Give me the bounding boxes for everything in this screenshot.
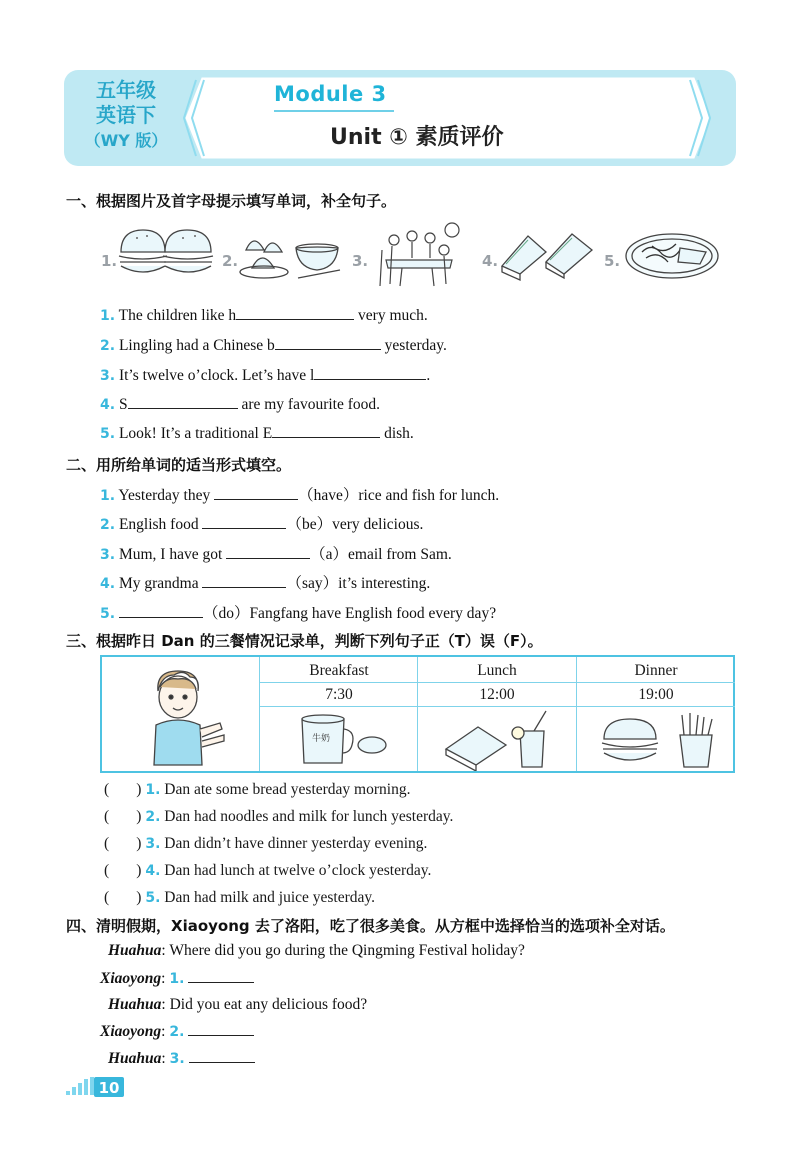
q-number: 5.	[145, 890, 161, 906]
s2-q2	[100, 512, 423, 534]
answer-blank[interactable]	[189, 1049, 255, 1063]
q-number: 3.	[100, 547, 116, 563]
s1-q2	[100, 336, 447, 355]
milk-cup-icon	[292, 711, 392, 769]
q-number: 1.	[145, 782, 161, 798]
s2-q3	[100, 542, 452, 564]
header-banner	[64, 70, 736, 166]
q-number: 5.	[100, 606, 116, 622]
q-text: Mum, I have got	[118, 546, 227, 563]
grade-line-2: 英语下	[96, 103, 156, 127]
dialogue-text: :	[161, 1050, 170, 1067]
q-text: S	[118, 396, 128, 413]
answer-blank[interactable]	[188, 1022, 254, 1036]
section2-title: 二、用所给单词的适当形式填空。	[66, 456, 292, 474]
q-text-after: dish.	[380, 425, 414, 442]
q-number: 4.	[100, 576, 116, 592]
q-text-after: （say）it’s interesting.	[286, 575, 431, 592]
q-text: Lingling had a Chinese b	[118, 337, 275, 354]
answer-blank[interactable]	[188, 969, 254, 983]
table-header-dinner: Dinner	[634, 662, 678, 679]
sandwich-icon	[498, 222, 596, 284]
q-text: Dan had lunch at twelve o’clock yesterday.	[164, 862, 432, 879]
q-text-after: （be）very delicious.	[286, 516, 424, 533]
dialogue-line-4	[100, 1022, 254, 1041]
answer-bracket[interactable]: ( )	[104, 835, 142, 852]
s2-q5	[100, 601, 496, 623]
sandwich-juice-icon	[442, 709, 562, 771]
table-header-breakfast: Breakfast	[309, 662, 369, 679]
section1-title: 一、根据图片及首字母提示填写单词，补全句子。	[66, 192, 397, 210]
noodles-plate-icon	[622, 222, 722, 284]
table-time-dinner: 19:00	[638, 686, 674, 703]
q-number: 3.	[169, 1051, 185, 1067]
section3-title: 三、根据昨日 Dan 的三餐情况记录单，判断下列句子正（T）误（F）。	[66, 632, 543, 650]
q-text-after: （do）Fangfang have English food every day?	[202, 605, 497, 622]
q-number: 2.	[100, 517, 116, 533]
q-number: 2.	[145, 809, 161, 825]
speaker-name: Huahua	[108, 942, 162, 959]
q-number: 1.	[169, 971, 185, 987]
speaker-name: Xiaoyong	[100, 1023, 162, 1040]
dialogue-line-1	[108, 942, 525, 960]
answer-blank[interactable]	[275, 336, 381, 350]
family-dinner-icon	[372, 220, 466, 290]
dialogue-line-3	[108, 996, 367, 1014]
s3-q3	[104, 835, 427, 853]
q-text-after: are my favourite food.	[237, 396, 381, 413]
q-text: Dan had milk and juice yesterday.	[164, 889, 376, 906]
q-text-after: yesterday.	[380, 337, 447, 354]
table-divider	[259, 682, 735, 683]
s3-q1	[104, 781, 410, 799]
q-text-after: （have）rice and fish for lunch.	[298, 487, 500, 504]
boy-icon	[140, 665, 228, 767]
q-number: 4.	[100, 397, 116, 413]
answer-blank[interactable]	[119, 604, 203, 618]
q-number: 3.	[100, 368, 116, 384]
table-time-breakfast: 7:30	[325, 686, 353, 703]
q-text: My grandma	[118, 575, 203, 592]
module-title: Module 3	[274, 82, 387, 106]
q-number: 1.	[100, 488, 116, 504]
answer-blank[interactable]	[236, 306, 354, 320]
q-number: 2.	[100, 338, 116, 354]
table-header-lunch: Lunch	[477, 662, 517, 679]
s2-q4	[100, 571, 430, 593]
answer-blank[interactable]	[214, 486, 298, 500]
picture-label-5: 5.	[604, 252, 621, 270]
answer-bracket[interactable]: ( )	[104, 862, 142, 879]
s1-q4	[100, 395, 380, 414]
q-text-after: very much.	[354, 307, 428, 324]
picture-label-3: 3.	[352, 252, 369, 270]
q-text-after: （a）email from Sam.	[310, 546, 452, 563]
q-text: Look! It’s a traditional E	[118, 425, 273, 442]
answer-blank[interactable]	[226, 545, 310, 559]
s1-q1	[100, 306, 428, 325]
picture-label-2: 2.	[222, 252, 239, 270]
speaker-name: Xiaoyong	[100, 970, 162, 987]
hamburger-icon	[117, 222, 215, 284]
q-text: Dan didn’t have dinner yesterday evening.	[164, 835, 428, 852]
answer-blank[interactable]	[314, 366, 426, 380]
answer-bracket[interactable]: ( )	[104, 889, 142, 906]
answer-blank[interactable]	[202, 515, 286, 529]
s3-q4	[104, 862, 431, 880]
milk-label: 牛奶	[312, 734, 331, 744]
speaker-name: Huahua	[108, 996, 162, 1013]
s1-q3	[100, 366, 430, 385]
picture-label-4: 4.	[482, 252, 499, 270]
meal-record-table	[100, 655, 735, 773]
dialogue-text: : Did you eat any delicious food?	[161, 996, 368, 1013]
answer-blank[interactable]	[272, 424, 380, 438]
answer-blank[interactable]	[128, 395, 238, 409]
s3-q2	[104, 808, 453, 826]
s3-q5	[104, 889, 375, 907]
table-time-lunch: 12:00	[479, 686, 515, 703]
q-number: 2.	[169, 1024, 185, 1040]
q-text: English food	[118, 516, 203, 533]
s2-q1	[100, 483, 499, 505]
q-text: It’s twelve o’clock. Let’s have l	[118, 367, 315, 384]
s1-q5	[100, 424, 414, 443]
answer-bracket[interactable]: ( )	[104, 808, 142, 825]
q-number: 1.	[100, 308, 116, 324]
dialogue-text: :	[161, 970, 170, 987]
q-number: 5.	[100, 426, 116, 442]
dialogue-line-2	[100, 969, 254, 988]
grade-label	[70, 78, 182, 153]
speaker-name: Huahua	[108, 1050, 162, 1067]
dialogue-text: :	[161, 1023, 170, 1040]
q-text-after: .	[426, 367, 431, 384]
grade-line-1: 五年级	[96, 78, 156, 102]
dialogue-text: : Where did you go during the Qingming Festival holiday?	[161, 942, 525, 959]
q-text: Dan had noodles and milk for lunch yesterday.	[164, 808, 454, 825]
answer-bracket[interactable]: ( )	[104, 781, 142, 798]
q-text: Yesterday they	[118, 487, 215, 504]
q-number: 4.	[145, 863, 161, 879]
q-text: Dan ate some bread yesterday morning.	[164, 781, 411, 798]
table-divider	[259, 706, 735, 707]
picture-label-1: 1.	[101, 252, 118, 270]
burger-fries-icon	[600, 709, 730, 771]
module-underline	[274, 110, 394, 112]
dumplings-and-bowl-icon	[238, 222, 342, 284]
dialogue-line-5	[108, 1049, 255, 1068]
section4-title: 四、清明假期，Xiaoyong 去了洛阳，吃了很多美食。从方框中选择恰当的选项补全对话。	[66, 917, 675, 935]
unit-title: Unit ① 素质评价	[330, 125, 504, 150]
page-number: 10	[98, 1079, 120, 1097]
answer-blank[interactable]	[202, 574, 286, 588]
grade-line-3: （WY 版）	[84, 131, 168, 150]
page-number-badge	[64, 1075, 128, 1099]
q-number: 3.	[145, 836, 161, 852]
q-text: The children like h	[118, 307, 237, 324]
